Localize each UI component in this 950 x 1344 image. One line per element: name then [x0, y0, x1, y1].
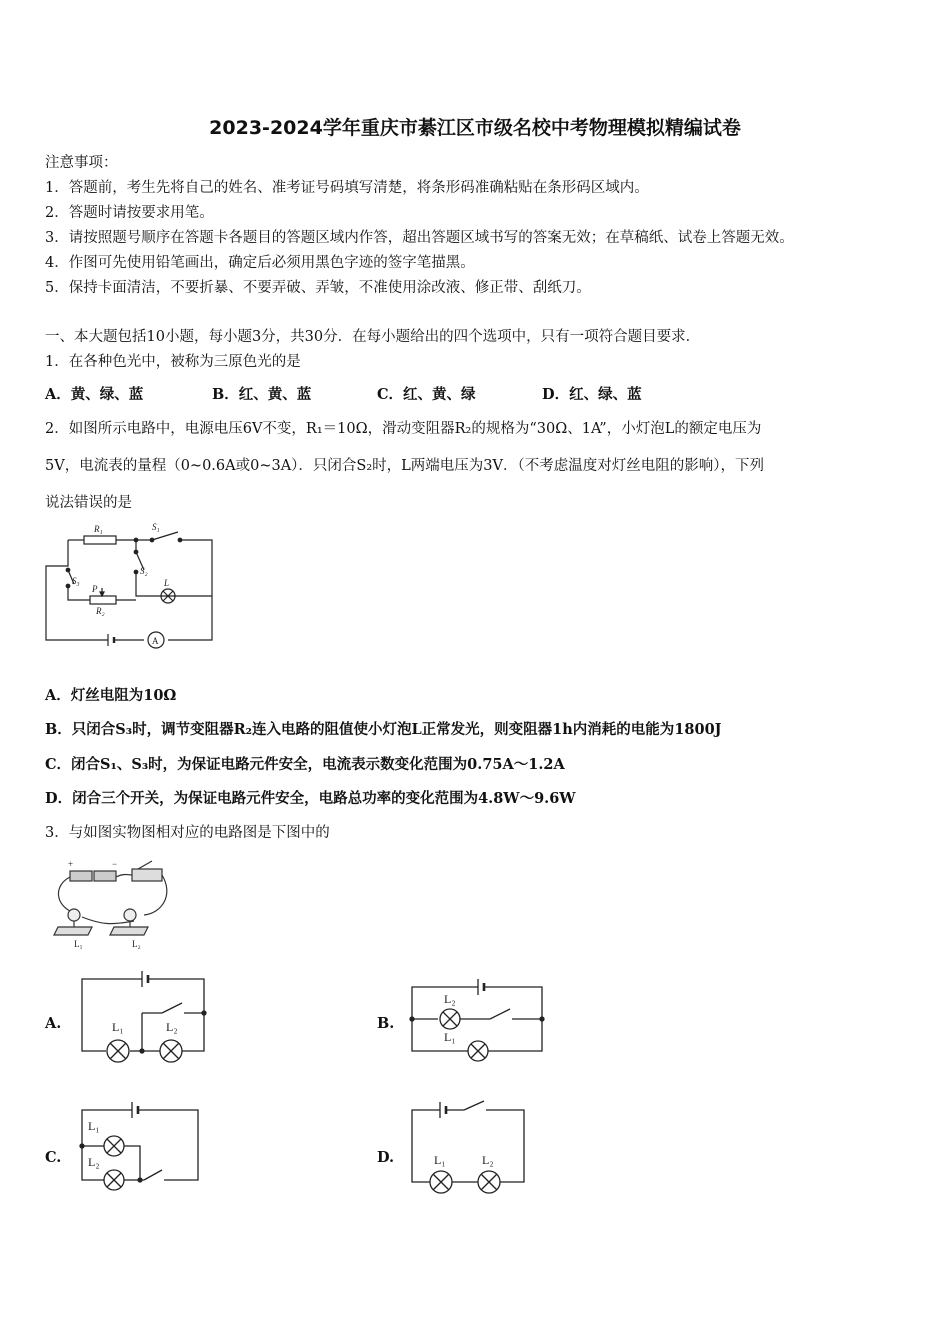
s2-label: S₂	[140, 566, 148, 576]
q1-option-c: C．红、黄、绿	[377, 386, 476, 403]
ammeter-label: A	[152, 636, 159, 646]
l2-label: L₂	[88, 1155, 100, 1169]
plus-label: +	[68, 859, 74, 869]
q1-stem: 1．在各种色光中，被称为三原色光的是	[45, 354, 301, 370]
q1-option-b: B．红、黄、蓝	[212, 386, 312, 403]
l1-label: L₁	[444, 1030, 456, 1044]
r1-resistor	[84, 536, 116, 544]
q3-stem: 3．与如图实物图相对应的电路图是下图中的	[45, 825, 330, 841]
q3-choice-c-letter: C.	[45, 1149, 62, 1166]
l2-label: L₂	[166, 1020, 178, 1034]
l1-label: L₁	[434, 1153, 446, 1167]
q3-physical-circuit-photo	[52, 855, 172, 950]
q2-option-b: B．只闭合S₃时，调节变阻器R₂连入电路的阻值使小灯泡L正常发光，则变阻器1h内消耗的电能为1800J	[45, 721, 722, 738]
l1-label: L₁	[88, 1119, 100, 1133]
q3-choice-a-circuit	[78, 965, 208, 1065]
q2-option-a: A．灯丝电阻为10Ω	[45, 687, 177, 704]
q2-stem-line3: 说法错误的是	[45, 495, 132, 511]
q1-option-a: A．黄、绿、蓝	[45, 386, 144, 403]
notice-heading: 注意事项：	[45, 155, 118, 171]
q2-circuit-diagram	[40, 518, 220, 648]
l1-label: L₁	[112, 1020, 124, 1034]
battery-icon	[70, 871, 92, 881]
s3-label: S₃	[72, 576, 80, 586]
page-title: 2023-2024学年重庆市綦江区市级名校中考物理模拟精编试卷	[209, 117, 741, 139]
q3-choice-d-letter: D.	[377, 1149, 395, 1166]
q2-option-d: D．闭合三个开关，为保证电路元件安全，电路总功率的变化范围为4.8W～9.6W	[45, 790, 576, 807]
notice-item: 4．作图可先使用铅笔画出，确定后必须用黑色字迹的签字笔描黑。	[45, 255, 475, 271]
s1-label: S₁	[152, 522, 160, 532]
q2-option-c: C．闭合S₁、S₃时，为保证电路元件安全，电流表示数变化范围为0.75A～1.2A	[45, 756, 565, 773]
p-label: P	[92, 584, 98, 594]
minus-label: −	[112, 859, 118, 869]
notice-item: 5．保持卡面清洁，不要折暴、不要弄破、弄皱，不准使用涂改液、修正带、刮纸刀。	[45, 280, 591, 296]
l-label: L	[164, 578, 170, 588]
q2-stem-line2: 5V，电流表的量程（0~0.6A或0~3A）．只闭合S₂时，L两端电压为3V．（不考虑温度对灯丝电阻的影响），下列	[45, 458, 764, 474]
r1-label: R₁	[94, 524, 103, 534]
bulb-icon	[68, 909, 80, 921]
r2-rheostat	[90, 596, 116, 604]
q3-choice-b-circuit	[408, 975, 548, 1067]
l1-label: L₁	[74, 939, 83, 949]
notice-item: 3．请按照题号顺序在答题卡各题目的答题区域内作答，超出答题区域书写的答案无效；在草稿纸、试卷上答题无效。	[45, 230, 794, 246]
bulb-icon	[124, 909, 136, 921]
q3-choice-d-circuit	[408, 1098, 532, 1196]
section-heading: 一、本大题包括10小题，每小题3分，共30分．在每小题给出的四个选项中，只有一项符合题目要求．	[45, 329, 701, 345]
l2-label: L₂	[444, 992, 456, 1006]
q3-choice-c-circuit	[78, 1098, 204, 1196]
battery-icon	[94, 871, 116, 881]
notice-item: 1．答题前，考生先将自己的姓名、准考证号码填写清楚，将条形码准确粘贴在条形码区域内。	[45, 180, 649, 196]
q3-choice-b-letter: B.	[377, 1015, 395, 1032]
l2-label: L₂	[482, 1153, 494, 1167]
switch-icon	[132, 869, 162, 881]
l2-label: L₂	[132, 939, 141, 949]
q1-option-d: D．红、绿、蓝	[542, 386, 642, 403]
r2-label: R₂	[96, 606, 105, 616]
q2-stem-line1: 2．如图所示电路中，电源电压6V不变，R₁＝10Ω，滑动变阻器R₂的规格为“30Ω、1A”，小灯泡L的额定电压为	[45, 421, 762, 437]
q3-choice-a-letter: A.	[45, 1015, 62, 1032]
notice-item: 2．答题时请按要求用笔。	[45, 205, 214, 221]
